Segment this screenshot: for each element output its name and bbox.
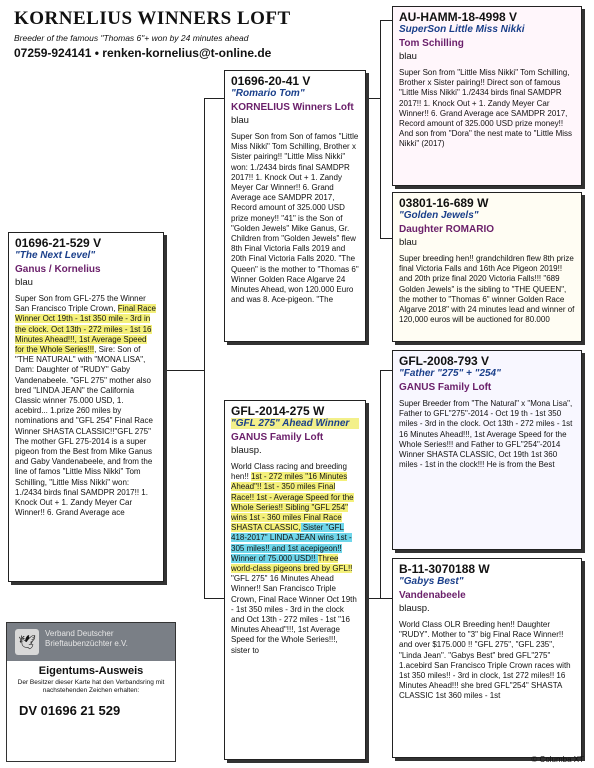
- connector-line: [366, 98, 380, 99]
- nickname: SuperSon Little Miss Nikki: [399, 24, 525, 35]
- ring-number: AU-HAMM-18-4998 V: [399, 10, 518, 24]
- owner-name: GANUS Family Loft: [231, 432, 324, 443]
- ring-number: 01696-21-529 V: [15, 236, 102, 250]
- dam-sire-card: [392, 350, 582, 550]
- owner-name: KORNELIUS Winners Loft: [231, 102, 354, 113]
- connector-line: [380, 20, 381, 238]
- owner-name: GANUS Family Loft: [399, 382, 492, 393]
- sire-card: [224, 70, 366, 342]
- description: World Class OLR Breeding hen!! Daughter "RUDY". Mother to "3" big Final Race Winner!! and over $175.000 !! "GFL 275", "GFL 235", "Linda Jean". "Gabys Best" bred GFL"275" 1.acebird San Francisco Triple Crown races with 1st 350 miles!! - 3rd in clock, 1st 272 miles!! 16 Minutes Ahead!!! she bred GFL"254" SHASTA CLASSIC 1st 360 miles - 1st: [399, 620, 571, 701]
- color-label: blau: [15, 277, 33, 288]
- owner-name: Vandenabeele: [399, 590, 466, 601]
- badge-title: Eigentums-Ausweis: [38, 665, 144, 677]
- connector-line: [380, 238, 392, 239]
- owner-name: Ganus / Kornelius: [15, 264, 101, 275]
- connector-line: [164, 370, 204, 371]
- subject-card: [8, 232, 164, 582]
- dam-dam-card: [392, 558, 582, 758]
- ring-number: GFL-2014-275 W: [231, 404, 325, 418]
- badge-header: [7, 623, 175, 661]
- connector-line: [380, 20, 392, 21]
- color-label: blausp.: [231, 445, 262, 456]
- pigeon-logo-icon: 🕊: [15, 629, 39, 655]
- ring-number: B-11-3070188 W: [399, 562, 490, 576]
- description: Super Son from "Little Miss Nikki" Tom Schilling, Brother x Sister pairing!! Direct son of famous "Little Miss Nikki" 1./2434 birds final SAMDPR 2017!! 1. Knock Out + 1. Zandy Meyer Car Winner!! 6. Grand Average ace SAMDPR 2017, Record amount of 325.000 USD prize money!! And son from "Dora" the nest mate to "Little Miss Nikki" (2017): [399, 68, 573, 149]
- dam-card: [224, 400, 366, 760]
- description: Super Son from Son of famos "Little Miss Nikki" Tom Schilling, Brother x Sister pairing!! "Little Miss Nikki" won: 1./2434 birds final SAMDPR 2017!! 1. Knock Out + 1. Zandy Meyer Car Winner!! 6. Grand Average ace SAMDPR 2017, Record amount of 325.000 USD prize money!! "41" is the Son of "Golden Jewels" Mike Ganus, Gr. Children from "Golden Jewels" flew 8th Final Victoria Falls 2019 and 20th Final Victoria Falls 2020. "The Queen" is the mother to "Thomas 6" Winner Golden Race Algarve 24 Minutes Ahead, won 120.000 Euro and was 8. Ace-pigeon. "The: [231, 132, 359, 305]
- connector-line: [204, 98, 205, 598]
- nickname: "GFL 275" Ahead Winner: [231, 418, 359, 429]
- ring-number: 03801-16-689 W: [399, 196, 489, 210]
- connector-line: [204, 98, 224, 99]
- connector-line: [380, 598, 392, 599]
- connector-line: [204, 598, 224, 599]
- contact-line: 07259-924141 • renken-kornelius@t-online.de: [14, 46, 272, 60]
- sire-dam-card: [392, 192, 582, 342]
- ring-number: 01696-20-41 V: [231, 74, 311, 88]
- description: World Class racing and breeding hen!! 1st - 272 miles "16 Minutes Ahead"!! 1st - 350 miles Final Race!! 1st - Average Speed for the Whole Series!! Sibling "GFL 254" wins 1st - 360 miles Final Race SHASTA CLASSIC, Sister "GFL 418-2017" LINDA JEAN wins 1st - 305 miles!! and 1st acepigeon!! Winner of 75.000 USD!! Three world-class pigeons bred by GFL!! "GFL 275" 16 Minutes Ahead Winner!! San Francisco Triple Crown, Final Race Winner Oct 19th - 1st 350 miles - 3rd in the clock and Oct 13th - 272 miles - 1st "16 Minutes Ahead"!!!, 1st Average Speed for the Whole Series!!!, sister to: [231, 462, 357, 655]
- nickname: "The Next Level": [15, 250, 96, 261]
- description: Super Breeder from "The Natural" x "Mona Lisa", Father to GFL"275"-2014 - Oct 19 th - 1st 350 miles - 3rd in the clock. Oct 13th - 272 miles - 1st 16 Minutes Ahead!!!, 1st Average Speed for the Whole Series!!! and Father to GFL"254"-2014 Winner SHASTA CLASSIC, Oct 19th 1st 360 miles - 1st in the clock!!! He is from the Best: [399, 399, 573, 470]
- badge-org: Verband Deutscher Brieftaubenzüchter e.V.: [45, 629, 128, 648]
- page-subtitle: Breeder of the famous "Thomas 6"+ won by 24 minutes ahead: [14, 33, 249, 43]
- color-label: blau: [399, 51, 417, 62]
- ownership-card: [6, 622, 176, 762]
- nickname: "Father "275" + "254": [399, 368, 501, 379]
- color-label: blau: [399, 237, 417, 248]
- page-title: KORNELIUS WINNERS LOFT: [14, 8, 291, 29]
- connector-line: [380, 370, 381, 598]
- nickname: "Golden Jewels": [399, 210, 479, 221]
- owner-name: Daughter ROMARIO: [399, 224, 494, 235]
- nickname: "Gabys Best": [399, 576, 464, 587]
- connector-line: [380, 370, 392, 371]
- color-label: blau: [231, 115, 249, 126]
- description: Super breeding hen!! grandchildren flew 8th prize final Victoria Falls and 16th Ace Pigeon 2019!! and 20th prize final 2020 Victoria Falls!!! "689 Golden Jewels" is the sibling to "THE QUEEN", the mother to "Thomas 6" winner Golden Race Algarve 2018" with 24 minutes lead and winner of 120,000 euros will be auctioned for 80.000: [399, 254, 575, 325]
- owner-name: Tom Schilling: [399, 38, 464, 49]
- connector-line: [366, 598, 380, 599]
- ring-number: GFL-2008-793 V: [399, 354, 490, 368]
- footer-credit: © Columba XT: [531, 755, 584, 764]
- nickname: "Romario Tom": [231, 88, 305, 99]
- description: Super Son from GFL-275 the Winner San Francisco Triple Crown, Final Race Winner Oct 19th - 1st 350 mile - 3rd in the clock. Oct 13th - 272 miles - 1st 16 Minutes Ahead!!!, 1st Average Speed for the Whole Series!!!, Sire: Son of "THE NATURAL" with "MONA LISA", Dam: Daughter of "RUDY" Gaby Vandenabeele. "GFL 275" mother also bred "LINDA JEAN" the California Classic winner 75.000 USD, 1. acebird... 1.prize 260 miles by nominations and "GFL 254" Final Race Winner SHASTA CLASSIC!!"GFL 275" The mother GFL 275-2014 is a super pigeon from the Best from Mike Ganus and Gaby Vandenabeele, and from the line of famos "Little Miss Nikki" Tom Schilling, "Little Miss Nikki" won: 1./2434 birds final SAMDPR 2017!! 1. Knock Out + 1. Zandy Meyer Car Winner!! 6. Grand Average ace: [15, 294, 156, 518]
- badge-ring-number: DV 01696 21 529: [19, 703, 121, 718]
- color-label: blausp.: [399, 603, 430, 614]
- sire-sire-card: [392, 6, 582, 186]
- badge-text: Der Besitzer dieser Karte hat den Verbandsring mit nachstehenden Zeichen erhalten:: [17, 679, 165, 694]
